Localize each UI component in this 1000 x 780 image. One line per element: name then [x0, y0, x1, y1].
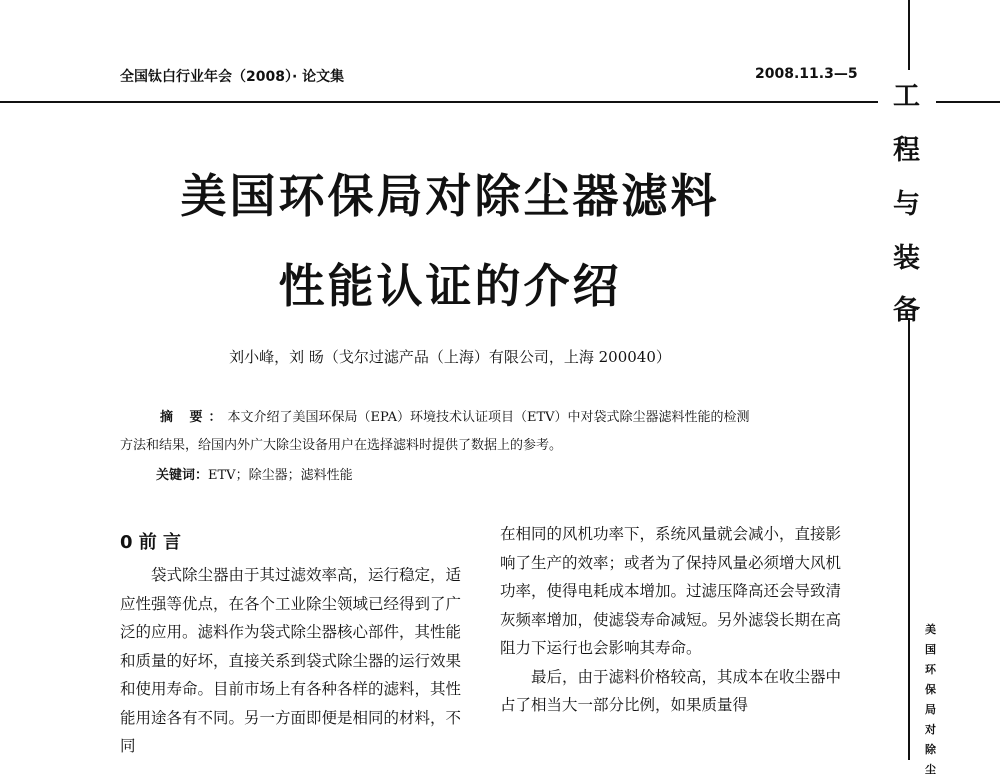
abstract-text-1: 本文介绍了美国环保局（EPA）环境技术认证项目（ETV）中对袋式除尘器滤料性能的检测: [227, 410, 750, 425]
abstract-label: 摘 要：: [160, 410, 228, 425]
keywords-label: 关键词：: [156, 468, 209, 483]
sidebar-rule-bottom: [908, 318, 910, 760]
abstract-text-2: 方法和结果，给国内外广大除尘设备用户在选择滤料时提供了数据上的参考。: [120, 438, 563, 453]
sidebar-char-5: 备: [893, 295, 920, 326]
left-paragraph: 袋式除尘器由于其过滤效率高，运行稳定，适应性强等优点，在各个工业除尘领域已经得到了广泛的应用。滤料作为袋式除尘器核心部件，其性能和质量的好坏，直接关系到袋式除尘器的运行效果和使用寿命。目前市场上有各种各样的滤料，其性能用途各有不同。另一方面即便是相同的材料，不同: [120, 566, 462, 755]
sidebar-char-3: 与: [893, 189, 920, 220]
abstract-line-1: [160, 404, 750, 432]
authors-affiliation: 刘小峰，刘 旸（戈尔过滤产品（上海）有限公司，上海 200040）: [229, 348, 671, 366]
header-rule: [0, 101, 878, 103]
section-heading: 0 前 言: [120, 532, 182, 553]
left-column: [120, 561, 465, 760]
conference-name: 全国钛白行业年会（2008）· 论文集: [120, 69, 345, 85]
right-paragraph-2: 最后，由于滤料价格较高，其成本在收尘器中占了相当大一部分比例，如果质量得: [500, 667, 842, 714]
sidebar-rule-top: [908, 0, 910, 70]
keywords: [156, 462, 353, 490]
running-title: 美国环保局对除尘: [925, 623, 936, 776]
paper-title-line-2: 性能认证的介绍: [278, 259, 622, 313]
paper-title-line-1: 美国环保局对除尘器滤料: [180, 169, 720, 223]
sidebar-char-2: 程: [893, 135, 920, 166]
conference-date: 2008.11.3—5: [755, 66, 858, 82]
header-rule-right: [936, 101, 1000, 103]
right-column: [500, 520, 845, 760]
right-paragraph-1: 在相同的风机功率下，系统风量就会减小，直接影响了生产的效率；或者为了保持风量必须增大风机功率，使得电耗成本增加。过滤压降高还会导致清灰频率增加，使滤袋寿命减短。另外滤袋长期在高阻力下运行也会影响其寿命。: [500, 525, 842, 657]
sidebar-char-4: 装: [893, 243, 920, 274]
sidebar-char-1: 工: [893, 81, 920, 112]
keywords-text: ETV；除尘器；滤料性能: [208, 468, 353, 483]
